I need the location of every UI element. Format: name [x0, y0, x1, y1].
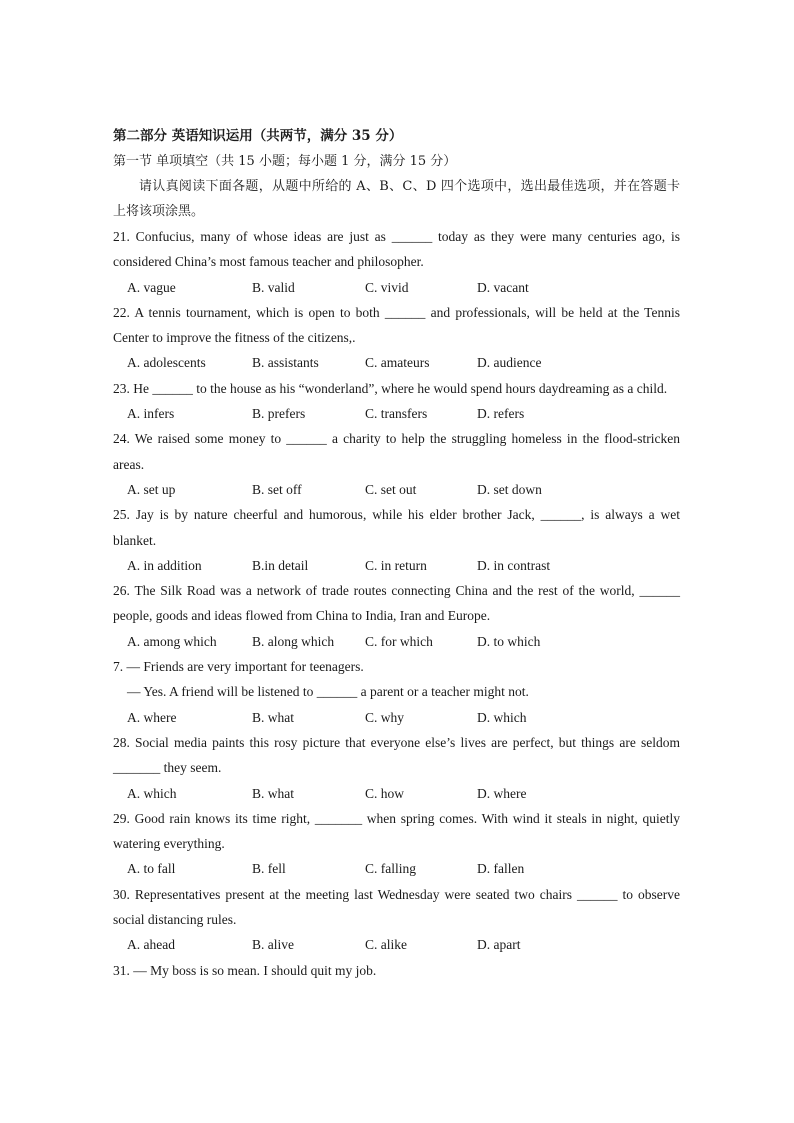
options-row: [113, 705, 680, 730]
option-c: C. how: [365, 785, 405, 801]
option-a: A. where: [127, 709, 177, 725]
option-b: B. valid: [252, 279, 295, 295]
options-row: [113, 629, 680, 654]
option-d: D. vacant: [477, 279, 529, 295]
option-c: C. transfers: [365, 406, 428, 422]
question-stem: 31. — My boss is so mean. I should quit my job.: [113, 962, 377, 978]
option-d: D. in contrast: [477, 557, 551, 573]
option-a: A. ahead: [127, 937, 175, 953]
option-b: B. set off: [252, 481, 302, 497]
option-d: D. which: [477, 709, 527, 725]
options-row: [113, 477, 680, 502]
options-row: [113, 553, 680, 578]
option-a: A. vague: [127, 279, 176, 295]
option-a: A. among which: [127, 633, 217, 649]
option-c: C. falling: [365, 861, 416, 877]
options-row: [113, 781, 680, 806]
question-stem: 21. Confucius, many of whose ideas are just as ______ today as they were many centuries ago, is considered China’s most famous teacher and philosopher.: [113, 229, 680, 270]
section-title: 第一节 单项填空（共 15 小题；每小题 1 分，满分 15 分）: [113, 154, 457, 169]
option-d: D. to which: [477, 633, 541, 649]
question-stem: 7. — Friends are very important for teenagers.: [113, 659, 364, 675]
option-c: C. in return: [365, 557, 427, 573]
option-d: D. set down: [477, 481, 542, 497]
question-stem: 22. A tennis tournament, which is open to both ______ and professionals, will be held at the Tennis Center to improve the fitness of the citizens,.: [113, 304, 680, 346]
option-c: C. vivid: [365, 279, 409, 295]
option-c: C. amateurs: [365, 355, 430, 371]
options-row: [113, 856, 680, 881]
option-b: B. assistants: [252, 355, 319, 371]
option-a: A. in addition: [127, 557, 202, 573]
option-b: B. along which: [252, 633, 335, 649]
option-b: B. prefers: [252, 406, 306, 422]
question-stem: 29. Good rain knows its time right, _______ when spring comes. With wind it steals in night, quietly watering everything.: [113, 810, 680, 852]
option-a: A. to fall: [127, 861, 176, 877]
option-c: C. for which: [365, 633, 433, 649]
option-b: B. fell: [252, 861, 286, 877]
option-a: A. infers: [127, 406, 175, 422]
question-stem: 28. Social media paints this rosy picture that everyone else’s lives are perfect, but things are seldom _______ they seem.: [113, 734, 680, 776]
option-b: B. what: [252, 709, 294, 725]
option-d: D. audience: [477, 355, 542, 371]
options-row: [113, 350, 680, 375]
options-row: [113, 932, 680, 957]
option-c: C. why: [365, 709, 405, 725]
option-a: A. set up: [127, 481, 176, 497]
question-stem: 25. Jay is by nature cheerful and humorous, while his elder brother Jack, ______, is always a wet blanket.: [113, 507, 680, 548]
option-a: A. adolescents: [127, 355, 206, 371]
option-c: C. set out: [365, 481, 417, 497]
option-a: A. which: [127, 785, 177, 801]
part-title: 第二部分 英语知识运用（共两节，满分 35 分）: [113, 128, 403, 144]
question-stem-reply: — Yes. A friend will be listened to ______ a parent or a teacher might not.: [127, 684, 529, 700]
question-stem: 24. We raised some money to ______ a charity to help the struggling homeless in the flood-stricken areas.: [113, 431, 680, 472]
option-c: C. alike: [365, 937, 407, 953]
option-b: B.in detail: [252, 557, 309, 573]
instructions: 请认真阅读下面各题，从题中所给的 A、B、C、D 四个选项中，选出最佳选项，并在答题卡上将该项涂黑。: [113, 179, 680, 219]
option-d: D. apart: [477, 937, 521, 953]
question-stem: 23. He ______ to the house as his “wonderland”, where he would spend hours daydreaming as a child.: [113, 380, 668, 396]
option-b: B. what: [252, 785, 294, 801]
question-stem: 30. Representatives present at the meeting last Wednesday were seated two chairs ______ to observe social distancing rules.: [113, 886, 680, 928]
question-list: [113, 224, 680, 983]
question-stem: 26. The Silk Road was a network of trade routes connecting China and the rest of the world, ______ people, goods and ideas flowed from China to India, Iran and Europe.: [113, 583, 680, 624]
option-d: D. refers: [477, 406, 525, 422]
option-d: D. where: [477, 785, 527, 801]
option-b: B. alive: [252, 937, 294, 953]
options-row: [113, 401, 680, 426]
options-row: [113, 275, 680, 300]
option-d: D. fallen: [477, 861, 525, 877]
exam-page: [113, 124, 680, 983]
